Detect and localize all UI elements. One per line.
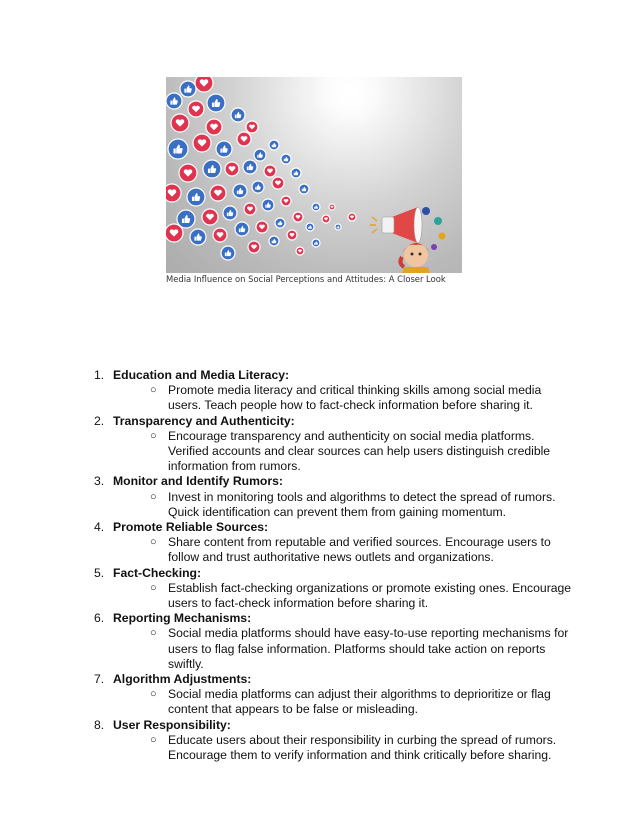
list-item xyxy=(94,474,574,520)
hollow-bullet-icon: ○ xyxy=(150,581,157,594)
item-number: 3. xyxy=(94,474,105,489)
item-title: Education and Media Literacy: xyxy=(113,368,290,382)
list-item xyxy=(94,368,574,414)
list-item xyxy=(94,414,574,475)
list-item xyxy=(94,718,574,764)
item-number: 5. xyxy=(94,565,105,580)
item-number: 2. xyxy=(94,413,105,428)
light-glow xyxy=(309,77,393,133)
item-number: 7. xyxy=(94,672,105,687)
item-detail-text: Promote media literacy and critical thinking skills among social media users. Teach people how to fact-check information before sharing it. xyxy=(168,383,542,413)
hollow-bullet-icon: ○ xyxy=(150,688,157,701)
recommendations-list xyxy=(94,368,574,763)
header-illustration xyxy=(166,77,462,273)
item-number: 6. xyxy=(94,611,105,626)
list-item xyxy=(94,566,574,612)
item-detail xyxy=(113,383,574,413)
hollow-bullet-icon: ○ xyxy=(150,384,157,397)
item-title: Promote Reliable Sources: xyxy=(113,520,269,535)
item-number: 4. xyxy=(94,520,105,535)
item-detail-text: Encourage transparency and authenticity on social media platforms. Verified accounts and clear sources can help users distinguish credible information from rumors. xyxy=(168,428,551,474)
item-detail xyxy=(113,581,574,611)
hollow-bullet-icon: ○ xyxy=(150,490,157,503)
item-detail xyxy=(113,535,574,565)
item-detail-text: Social media platforms should have easy-to-use reporting mechanisms for users to flag false information. Platforms should take action on reports swiftly. xyxy=(168,626,569,671)
item-title: Fact-Checking: xyxy=(113,565,202,580)
megaphone-icon xyxy=(370,207,446,273)
item-detail xyxy=(113,687,574,717)
item-title: Transparency and Authenticity: xyxy=(113,413,295,428)
list-item xyxy=(94,520,574,566)
item-number: 8. xyxy=(94,717,105,732)
item-title: User Responsibility: xyxy=(113,717,231,732)
item-detail-text: Educate users about their responsibility in curbing the spread of rumors. Encourage them to verify information and think critically before sharing. xyxy=(168,732,557,763)
item-number: 1. xyxy=(94,368,105,382)
item-detail-text: Establish fact-checking organizations or promote existing ones. Encourage users to fact-check information before sharing it. xyxy=(168,580,572,611)
item-detail-text: Share content from reputable and verified sources. Encourage users to follow and trust authoritative news outlets and organizations. xyxy=(168,535,551,565)
item-title: Monitor and Identify Rumors: xyxy=(113,474,283,489)
item-detail xyxy=(113,429,574,475)
list-item xyxy=(94,672,574,718)
hollow-bullet-icon: ○ xyxy=(150,627,157,640)
item-title: Algorithm Adjustments: xyxy=(113,672,252,687)
item-detail xyxy=(113,626,574,672)
item-title: Reporting Mechanisms: xyxy=(113,611,252,626)
hollow-bullet-icon: ○ xyxy=(150,733,157,746)
list-item xyxy=(94,611,574,672)
hollow-bullet-icon: ○ xyxy=(150,536,157,549)
item-detail-text: Invest in monitoring tools and algorithms to detect the spread of rumors. Quick identification can prevent them from gaining momentum. xyxy=(168,489,556,519)
social-media-reactions-illustration xyxy=(166,77,462,273)
item-detail xyxy=(113,733,574,763)
hollow-bullet-icon: ○ xyxy=(150,429,157,442)
item-detail-text: Social media platforms can adjust their algorithms to deprioritize or flag content that appears to be false or misleading. xyxy=(168,687,551,717)
figure-caption: Media Influence on Social Perceptions and Attitudes: A Closer Look xyxy=(166,274,446,284)
item-detail xyxy=(113,490,574,520)
